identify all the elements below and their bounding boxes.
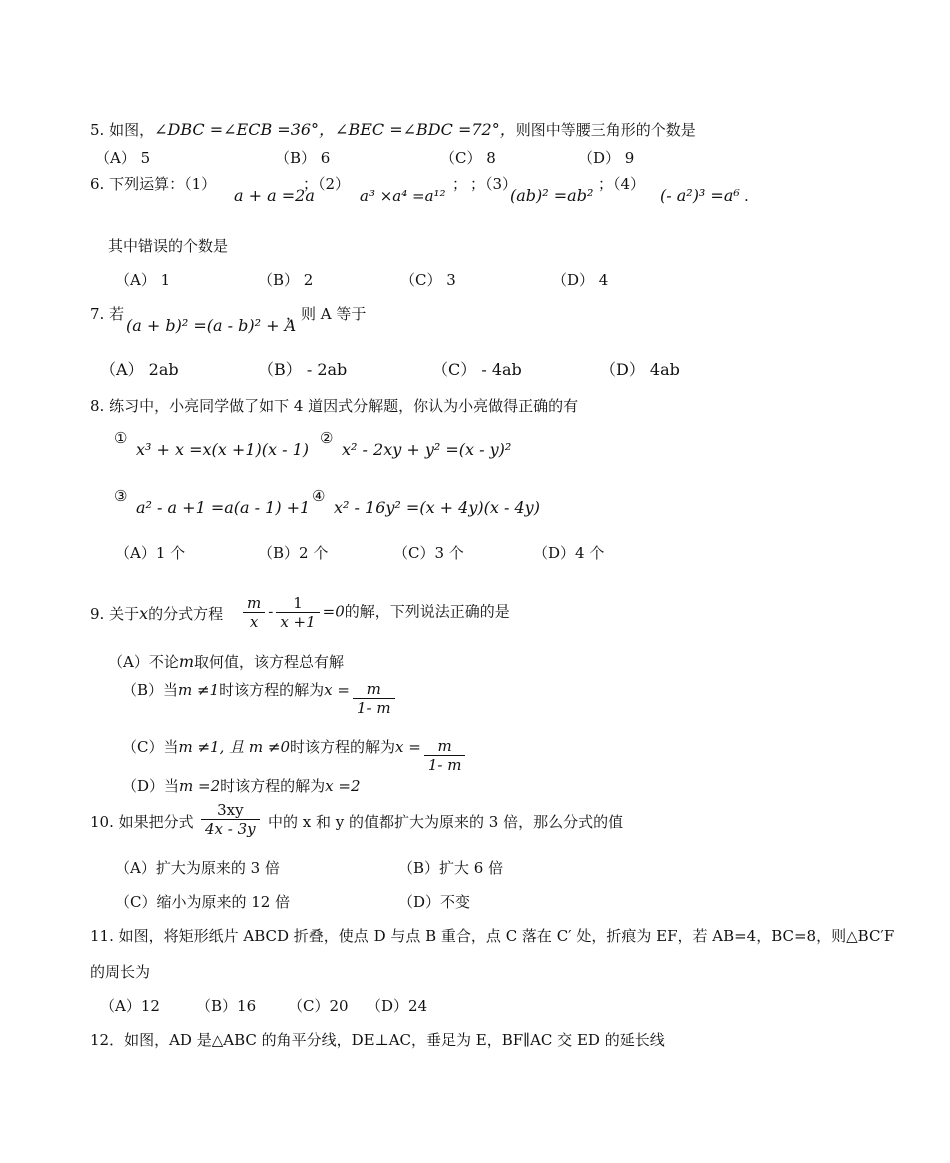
q8-item-1: x³ + x =x(x +1)(x - 1): [136, 440, 309, 459]
q11-option-a: （A）12: [100, 997, 160, 1015]
q9-option-d: [122, 776, 361, 796]
q9-option-a: [108, 652, 344, 672]
q7-equation: (a + b)² =(a - b)² + A: [126, 316, 297, 335]
q5-option-c: （C） 8: [440, 149, 496, 167]
q7-option-d: （D） 4ab: [600, 360, 680, 379]
q9-c-num: m: [424, 737, 466, 756]
q8-item-4: x² - 16y² =(x + 4y)(x - 4y): [334, 498, 540, 517]
q10-option-d: （D）不变: [398, 893, 471, 911]
q9-stem: [90, 604, 223, 624]
q9-d-text-a: （D）当: [122, 777, 180, 795]
q6-p4-label: ；（4）: [598, 175, 646, 193]
q5-equation: ∠DBC =∠ECB =36°，∠BEC =∠BDC =72°，: [154, 120, 516, 139]
q8-item-3: a² - a +1 =a(a - 1) +1: [136, 498, 311, 517]
q9-stem-b: 的分式方程: [148, 605, 224, 623]
q9-b-text-a: （B）当: [122, 681, 179, 699]
q10-option-c: （C）缩小为原来的 12 倍: [115, 893, 291, 911]
q7-option-a: （A） 2ab: [100, 360, 179, 379]
q12-line-1: 12．如图，AD 是△ABC 的角平分线，DE⊥AC，垂足为 E，BF∥AC 交 ED 的延长线: [90, 1031, 665, 1049]
q6-stem: [90, 174, 216, 194]
q9-b-den: 1- m: [356, 699, 391, 717]
q8-mark-4: ④: [312, 487, 326, 505]
q6-stem-text: 6. 下列运算：: [90, 175, 185, 193]
q11-option-d: （D）24: [366, 997, 428, 1015]
q10-stem-a: 10. 如果把分式: [90, 813, 194, 831]
q9-f1-den: x: [249, 613, 259, 631]
q5-question: 则图中等腰三角形的个数是: [515, 121, 696, 139]
q8-mark-1: ①: [114, 429, 128, 447]
q9-c-den: 1- m: [427, 756, 462, 774]
q5-option-d: （D） 9: [578, 149, 635, 167]
q6-sub: 其中错误的个数是: [108, 237, 229, 255]
q5-option-b: （B） 6: [275, 149, 331, 167]
q9-c-x: x =: [395, 738, 421, 756]
q9-c-text-a: （C）当: [122, 738, 179, 756]
q9-eq-zero: =0: [322, 602, 345, 621]
q8-option-d: （D）4 个: [533, 544, 605, 562]
q9-option-c: [122, 737, 468, 774]
q9-c-cond: m ≠1, 且 m ≠0: [178, 738, 290, 756]
q10-option-b: （B）扩大 6 倍: [398, 859, 504, 877]
q9-stem-c: 的解，下列说法正确的是: [344, 602, 510, 621]
q7-option-c: （C） - 4ab: [432, 360, 522, 379]
q8-option-c: （C）3 个: [393, 544, 464, 562]
q10-num: 3xy: [201, 801, 260, 820]
q9-f2-num: 1: [276, 594, 319, 613]
q9-d-cond: m =2: [179, 777, 221, 795]
q9-stem-a: 9. 关于: [90, 605, 140, 623]
q9-fraction-1: [243, 594, 265, 631]
q9-var: x: [139, 604, 149, 623]
q9-d-sol: x =2: [325, 777, 361, 795]
q10-den: 4x - 3y: [205, 820, 256, 838]
q11-option-b: （B）16: [196, 997, 257, 1015]
q6-option-d: （D） 4: [552, 271, 609, 289]
q9-fraction-2: [276, 594, 319, 631]
q6-p3-label: ；（3）: [470, 175, 518, 193]
q9-b-text-b: 时该方程的解为: [219, 681, 325, 699]
q9-b-fraction: [353, 680, 395, 717]
q9-b-cond: m ≠1: [178, 681, 220, 699]
q5-stem-text: 5. 如图，: [90, 121, 155, 139]
q9-c-text-b: 时该方程的解为: [290, 738, 396, 756]
q6-sep-2: ；: [452, 175, 468, 193]
q6-end: .: [744, 187, 749, 205]
q6-p1-label: （1）: [184, 175, 217, 193]
q9-d-text-b: 时该方程的解为: [220, 777, 326, 795]
q10-fraction: [201, 801, 260, 838]
q9-option-b: [122, 680, 398, 717]
q10-option-a: （A）扩大为原来的 3 倍: [115, 859, 280, 877]
q11-line-1: 11. 如图，将矩形纸片 ABCD 折叠，使点 D 与点 B 重合，点 C 落在 C′ 处，折痕为 EF，若 AB=4，BC=8，则△BC′F: [90, 927, 895, 945]
q9-minus: -: [268, 602, 274, 621]
q8-option-b: （B）2 个: [258, 544, 329, 562]
q11-line-2: 的周长为: [90, 963, 151, 981]
q5-stem: [90, 120, 696, 140]
q6-expr-3: (ab)² =ab²: [510, 186, 594, 205]
q6-option-b: （B） 2: [258, 271, 314, 289]
q10-stem: [90, 812, 194, 832]
q9-b-x: x =: [324, 681, 350, 699]
q6-expr-4: (- a²)³ =a⁶: [660, 186, 740, 205]
q9-a-text-b: 取何值，该方程总有解: [194, 653, 345, 671]
q9-c-fraction: [424, 737, 466, 774]
q9-f2-den: x +1: [280, 613, 316, 631]
q6-expr-1: a + a =2a: [234, 186, 315, 205]
q6-option-a: （A） 1: [115, 271, 171, 289]
q9-a-var: m: [178, 652, 195, 671]
q9-f1-num: m: [243, 594, 265, 613]
q9-a-text-a: （A）不论: [108, 653, 179, 671]
q8-item-2: x² - 2xy + y² =(x - y)²: [342, 440, 512, 459]
q7-stem-b: ，则 A 等于: [286, 305, 367, 323]
q10-fraction-wrap: [198, 801, 263, 838]
q6-p2-label: ；（2）: [303, 175, 351, 193]
q5-option-a: （A） 5: [95, 149, 151, 167]
q9-b-num: m: [353, 680, 395, 699]
q6-option-c: （C） 3: [400, 271, 456, 289]
q8-mark-2: ②: [320, 429, 334, 447]
q8-option-a: （A）1 个: [115, 544, 186, 562]
q11-option-c: （C）20: [288, 997, 349, 1015]
q8-mark-3: ③: [114, 487, 128, 505]
q8-stem: 8. 练习中，小亮同学做了如下 4 道因式分解题，你认为小亮做得正确的有: [90, 397, 579, 415]
q7-option-b: （B） - 2ab: [258, 360, 348, 379]
q7-stem-a: 7. 若: [90, 305, 125, 323]
q9-equation: [240, 594, 510, 631]
q6-expr-2: a³ ×a⁴ =a¹²: [360, 187, 446, 205]
q10-stem-b: 中的 x 和 y 的值都扩大为原来的 3 倍，那么分式的值: [268, 813, 624, 831]
